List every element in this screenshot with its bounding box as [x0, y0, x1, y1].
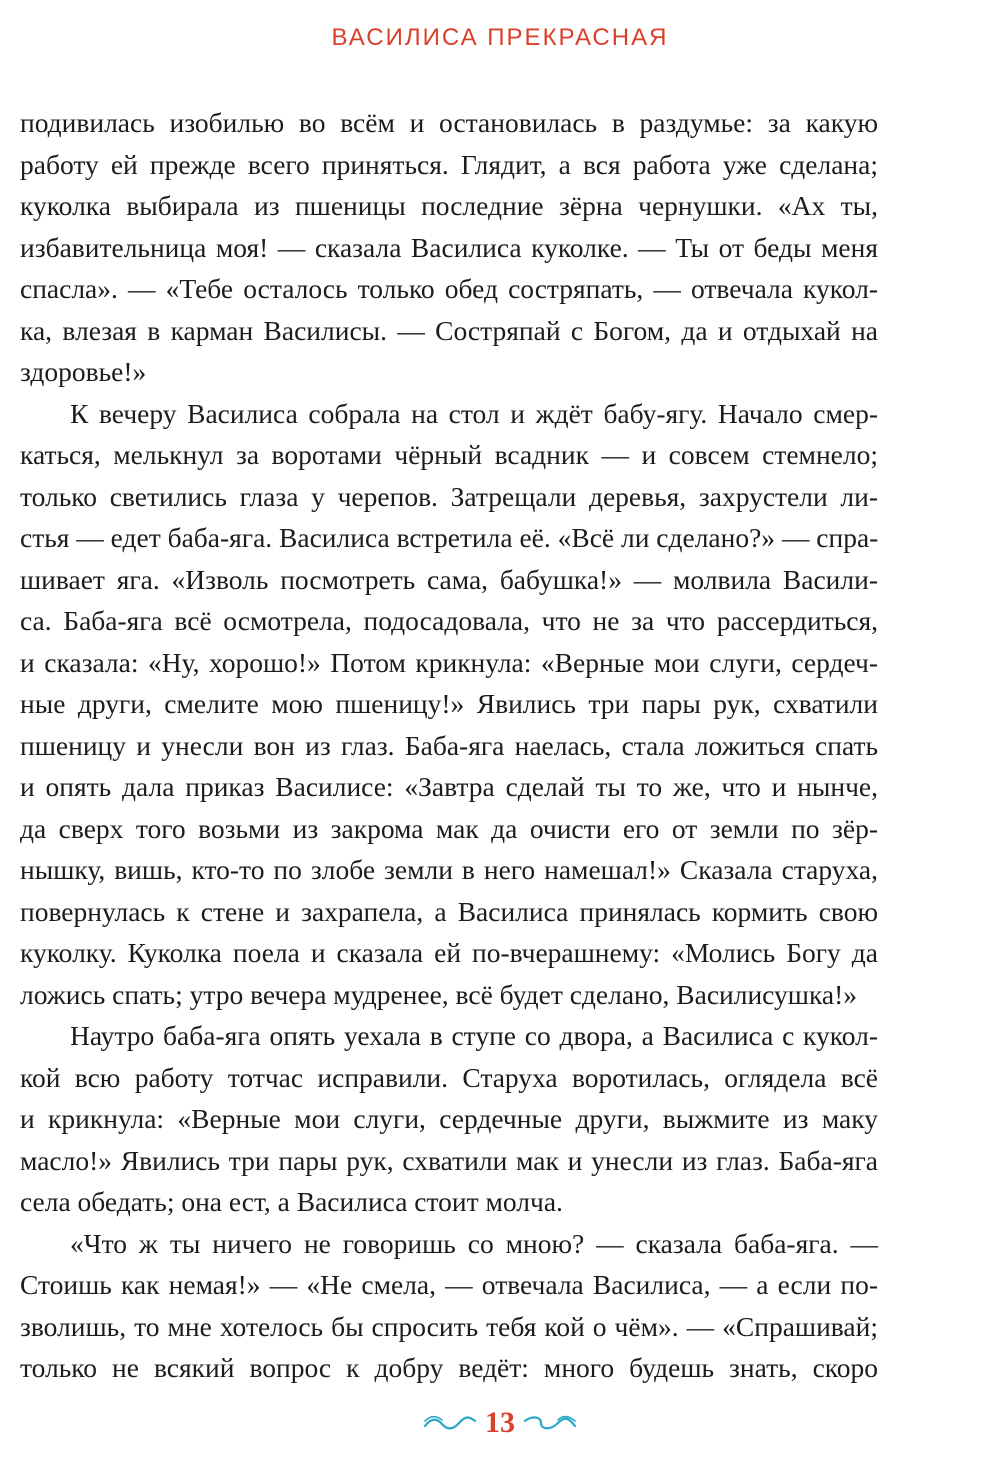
- text-line: работу ей прежде всего приняться. Глядит, а вся работа уже сделана;: [20, 148, 878, 180]
- body-text: [20, 102, 878, 1389]
- text-line: шивает яга. «Изволь посмотреть сама, бабушка!» — молвила Васили-: [20, 563, 878, 595]
- text-line: зволишь, то мне хотелось бы спросить тебя кой о чём». — «Спрашивай;: [20, 1310, 878, 1342]
- text-line: Наутро баба-яга опять уехала в ступе со двора, а Василиса с кукол-: [70, 1020, 878, 1051]
- text-line: повернулась к стене и захрапела, а Василиса принялась кормить свою: [20, 895, 878, 927]
- text-line: К вечеру Василиса собрала на стол и ждёт бабу-ягу. Начало смер-: [70, 397, 878, 429]
- text-line: и сказала: «Ну, хорошо!» Потом крикнула: «Верные мои слуги, сердеч-: [20, 646, 878, 678]
- text-line: кой всю работу тотчас исправили. Старуха воротилась, оглядела всё: [20, 1061, 878, 1093]
- text-line: са. Баба-яга всё осмотрела, подосадовала, что не за что рассердиться,: [20, 605, 878, 636]
- text-line: пшеницу и унесли вон из глаз. Баба-яга наелась, стала ложиться спать: [20, 729, 878, 761]
- text-line: масло!» Явились три пары рук, схватили мак и унесли из глаз. Баба-яга: [20, 1144, 878, 1176]
- paragraph: [20, 102, 878, 393]
- running-header: [0, 24, 1000, 52]
- text-line: стья — едет баба-яга. Василиса встретила её. «Всё ли сделано?» — спра-: [20, 522, 879, 553]
- wave-icon: [423, 1413, 477, 1433]
- text-line: избавительница моя! — сказала Василиса куколке. — Ты от беды меня: [20, 231, 878, 263]
- text-line: ные други, смелите мою пшеницу!» Явились три пары рук, схватили: [20, 688, 878, 719]
- text-line: ложись спать; утро вечера мудренее, всё будет сделано, Василисушка!»: [20, 978, 858, 1010]
- text-line: здоровье!»: [20, 356, 147, 387]
- text-line: куколку. Куколка поела и сказала ей по-вчерашнему: «Молись Богу да: [20, 937, 878, 968]
- text-line: ка, влезая в карман Василисы. — Состряпай с Богом, да и отдыхай на: [20, 314, 878, 346]
- text-line: каться, мелькнул за воротами чёрный всадник — и совсем стемнело;: [20, 439, 878, 470]
- text-line: куколка выбирала из пшеницы последние зёрна чернушки. «Ах ты,: [20, 190, 878, 221]
- text-line: да сверх того возьми из закрома мак да очисти его от земли по зёр-: [20, 812, 878, 844]
- paragraph: [20, 1015, 878, 1223]
- paragraph: [20, 393, 878, 1016]
- text-line: и крикнула: «Верные мои слуги, сердечные други, выжмите из маку: [20, 1103, 878, 1134]
- text-line: спасла». — «Тебе осталось только обед состряпать, — отвечала кукол-: [20, 273, 878, 304]
- text-line: подивилась изобилью во всём и остановилась в раздумье: за какую: [20, 107, 878, 138]
- text-line: и опять дала приказ Василисе: «Завтра сделай ты то же, что и нынче,: [20, 771, 878, 802]
- text-line: «Что ж ты ничего не говоришь со мною? — сказала баба-яга. —: [70, 1227, 878, 1259]
- text-line: Стоишь как немая!» — «Не смела, — отвечала Василиса, — а если по-: [20, 1269, 878, 1300]
- wave-icon: [523, 1413, 577, 1433]
- page-number: 13: [485, 1406, 515, 1439]
- text-line: только светились глаза у черепов. Затрещали деревья, захрустели ли-: [20, 480, 878, 512]
- paragraph: [20, 1223, 878, 1389]
- text-line: нышку, вишь, кто-то по злобе земли в него намешал!» Сказала старуха,: [20, 854, 878, 885]
- text-line: только не всякий вопрос к добру ведёт: много будешь знать, скоро: [20, 1352, 878, 1383]
- text-line: села обедать; она ест, а Василиса стоит молча.: [20, 1186, 563, 1217]
- page-footer: [0, 1406, 1000, 1446]
- book-title: ВАСИЛИСА ПРЕКРАСНАЯ: [331, 24, 669, 51]
